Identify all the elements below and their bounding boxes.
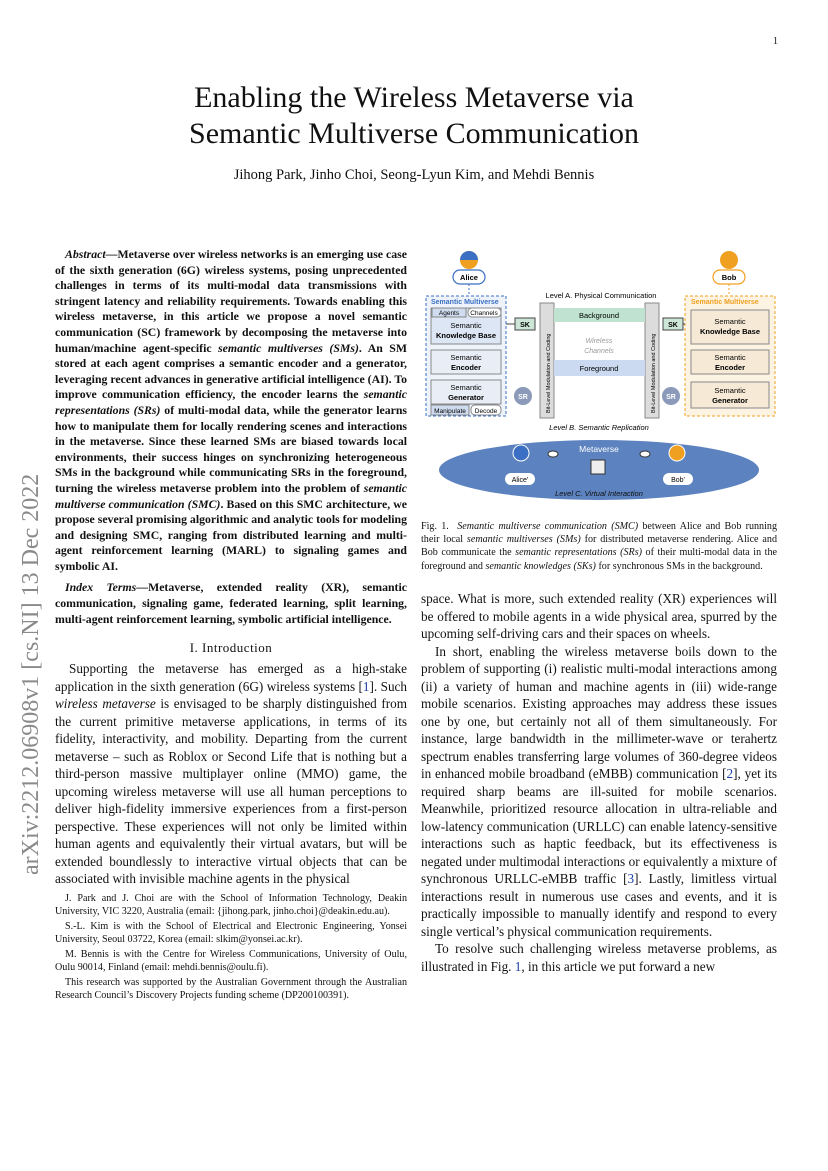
intro-paragraph xyxy=(55,660,407,888)
level-c-label: Level C. Virtual Interaction xyxy=(555,489,643,498)
bob-v-label: Bob' xyxy=(671,477,685,484)
kb-b-label2: Knowledge Base xyxy=(699,327,761,336)
body-paragraph xyxy=(421,940,777,975)
abstract-text: . Based on this SMC architecture, we propose several promising algorithmic and analytic tools for modeling and designing SMC, ranging from distributed learning and multi-agent reinforcement learning (MARL) to signaling games and symbolic AI. xyxy=(55,496,407,573)
channels-label: Channels xyxy=(470,310,498,317)
background-label: Background xyxy=(578,311,620,320)
body-text: In short, enabling the wireless metaverse boils down to the problem of supporting (i) realistic multi-modal interactions among (ii) a variety of human and machine agents in (iii) wide-range mobile scenarios. Existing approaches may address these issues one by one, but certainly not all of them simultaneously. For instance, large bandwidth in the millimeter-wave or terahertz spectrum enables transferring large volumes of 360-degree videos in enhanced mobile broadband (eMBB) communication [ xyxy=(421,643,777,781)
generator-a-label2: Generator xyxy=(448,393,484,402)
emphasis-term: wireless metaverse xyxy=(55,696,156,711)
abstract-text: . An SM stored at each agent comprises a semantic encoder and a generator, leveraging recent advances in generative artificial intelligence (AI). To improve communication efficiency, the encoder learns the xyxy=(55,340,407,402)
bitlevel-a-label: Bit-Level Modulation and Coding xyxy=(546,333,552,413)
alice-label: Alice xyxy=(460,273,478,282)
abstract xyxy=(55,247,407,633)
metaverse-label: Metaverse xyxy=(579,444,619,454)
bob-label: Bob xyxy=(721,273,737,282)
body-text: To resolve such challenging wireless metaverse problems, as illustrated in Fig. xyxy=(421,941,777,974)
title-line-2: Semantic Multiverse Communication xyxy=(189,117,639,150)
decode-label: Decode xyxy=(474,408,498,415)
bob-avatar-icon xyxy=(669,445,685,461)
caption-term: semantic multiverses (SMs) xyxy=(466,534,581,546)
footnotes xyxy=(55,892,407,1004)
section-heading xyxy=(55,640,407,656)
body-text: , in this article we put forward a new xyxy=(521,958,716,974)
citation-link[interactable]: 1 xyxy=(362,678,370,694)
abstract-term: semantic representations (SRs) xyxy=(55,387,407,417)
smc-diagram xyxy=(423,248,779,508)
cube-icon xyxy=(591,460,605,474)
caption-term: semantic knowledges (SKs) xyxy=(485,560,596,572)
abstract-paragraph: Abstract—Metaverse over wireless networks is an emerging use case of the sixth generation (6G) wireless systems, posing unprecedented challenges in terms of its multi-modal data transmissions with stringent latency and reliability requirements. Towards enabling this wireless metaverse, in this article we propose a novel semantic communication (SC) framework by decomposing the metaverse into human/machine agent-specific semantic multiverses (SMs). An SM stored at each agent comprises a semantic encoder and a generator, leveraging recent advances in generative artificial intelligence (AI). To improve communication efficiency, the encoder learns the semantic representations (SRs) of multi-modal data, while the generator learns how to manipulate them for locally rendering scenes and interactions in the metaverse. Since these learned SMs are biased towards local environments, their success hinges on synchronizing heterogeneous SMs in the background while communicating SRs in the foreground, turning the wireless metaverse problem into the problem of semantic multiverse communication (SMC). Based on this SMC architecture, we propose several promising algorithmic and analytic tools for modeling and designing SMC, ranging from distributed learning and multi-agent reinforcement learning (MARL) to signaling games and symbolic AI. xyxy=(55,247,407,573)
body-text: is envisaged to be sharply distinguished from the current primitive metaverse applications, in terms of its fidelity, interactivity, and mobility. Departing from the current metaverse – such as Roblox or Second Life that is nothing but a third-person massive multiplayer online (MMO) game, the upcoming wireless metaverse will use all human perceptions to deliver high-fidelity immersive experiences from a first-person perspective. These experiences will not only be limited within human agents and equivalently their virtual avatars, but will be extended boundlessly to interactive virtual objects that can be associated with invisible machine agents in the physical xyxy=(55,696,407,886)
bitlevel-b-label: Bit-Level Modulation and Coding xyxy=(651,333,657,413)
abstract-text: Metaverse over wireless networks is an emerging use case of the sixth generation (6G) wireless systems, posing unprecedented challenges in terms of its multi-modal data transmissions with stringent latency and reliability requirements. Towards enabling this wireless metaverse, in this article we propose a novel semantic communication (SC) framework by decomposing the metaverse into human/machine agent-specific xyxy=(55,247,407,355)
caption-text: between Alice and Bob running their local xyxy=(421,521,777,546)
generator-b-label2: Generator xyxy=(712,396,748,405)
arxiv-stamp: arXiv:2212.06908v1 [cs.NI] 13 Dec 2022 xyxy=(18,473,44,875)
sm-a-title: Semantic Multiverse xyxy=(431,299,499,306)
index-terms-label: Index Terms xyxy=(65,580,137,595)
level-b-label: Level B. Semantic Replication xyxy=(549,423,649,432)
figure-link[interactable]: 1 xyxy=(514,958,522,974)
body-paragraph xyxy=(421,643,777,941)
agents-label: Agents xyxy=(438,310,460,317)
caption-term: Semantic multiverse communication (SMC) xyxy=(457,521,639,532)
sr-b-label: SR xyxy=(666,394,676,401)
eye-icon xyxy=(640,451,650,457)
foreground-label: Foreground xyxy=(579,364,619,373)
paper-title xyxy=(0,80,828,152)
bob-head-icon xyxy=(720,251,738,269)
body-paragraph: space. What is more, such extended reality (XR) experiences will be offered to mobile agents in a wide physical area, spurred by the upcoming self-driving cars and their spaces on wheels. xyxy=(421,591,777,641)
alice-avatar-icon xyxy=(513,445,529,461)
abstract-term: semantic multiverses (SMs) xyxy=(218,340,359,355)
intro-left-column xyxy=(55,660,407,888)
title-line-1: Enabling the Wireless Metaverse via xyxy=(194,81,634,114)
sm-b-title: Semantic Multiverse xyxy=(691,299,759,306)
sr-a-label: SR xyxy=(518,394,528,401)
encoder-a-label2: Encoder xyxy=(450,363,482,372)
abstract-label: Abstract xyxy=(65,247,106,261)
encoder-a-label: Semantic xyxy=(450,353,482,362)
author-list: Jihong Park, Jinho Choi, Seong-Lyun Kim, and Mehdi Bennis xyxy=(233,167,595,183)
channels-mid-label: Channels xyxy=(584,348,614,355)
body-text: ]. Such xyxy=(369,678,407,694)
figure-caption xyxy=(421,520,777,573)
alice-v-label: Alice' xyxy=(511,477,529,484)
figure-1 xyxy=(423,248,779,508)
caption-text: for synchronous SMs in the background. xyxy=(595,560,763,572)
caption-text: of their multi-modal data in the foreground and xyxy=(421,547,777,572)
sk-b-label: SK xyxy=(668,322,678,329)
wireless-label: Wireless xyxy=(585,338,613,345)
citation-link[interactable]: 2 xyxy=(726,766,734,781)
eye-icon xyxy=(548,451,558,457)
footnote: M. Bennis is with the Centre for Wireless Communications, University of Oulu, Oulu 90014, Finland (email: mehdi.bennis@oulu.fi). xyxy=(55,949,407,973)
generator-a-label: Semantic xyxy=(450,383,482,392)
citation-link[interactable]: 3 xyxy=(627,871,635,886)
index-terms-text: Metaverse, extended reality (XR), semantic communication, signaling game, federated learning, split learning, multi-agent reinforcement learning, symbolic artificial intelligence. xyxy=(55,580,407,626)
level-a-label: Level A. Physical Communication xyxy=(545,291,657,300)
page-number: 1 xyxy=(773,36,778,47)
abstract-text: of multi-modal data, while the generator learns how to manipulate them for locally rendering scenes and interactions in the metaverse. Since these learned SMs are biased towards local environments, their success hinges on synchronizing heterogeneous SMs in the background while communicating SRs in the foreground, turning the wireless metaverse problem into the problem of xyxy=(55,402,407,495)
footnote: S.-L. Kim is with the School of Electrical and Electronic Engineering, Yonsei University, Seoul 03722, Korea (email: slkim@yonsei.ac.kr). xyxy=(55,921,407,945)
generator-b-label: Semantic xyxy=(714,386,746,395)
sk-a-label: SK xyxy=(520,322,530,329)
footnote: J. Park and J. Choi are with the School of Information Technology, Deakin University, VIC 3220, Australia (email: {jihong.park, jinho.choi}@deakin.edu.au). xyxy=(55,893,407,917)
encoder-b-label2: Encoder xyxy=(714,363,746,372)
alice-hair-icon xyxy=(460,251,478,260)
caption-term: semantic representations (SRs) xyxy=(515,547,642,559)
section-heading-text: I. Introduction xyxy=(189,640,273,655)
intro-right-column xyxy=(421,590,777,975)
caption-label: Fig. 1. xyxy=(421,521,449,532)
footnote: This research was supported by the Australian Government through the Australian Research Council’s Discovery Projects funding scheme (DP200100391). xyxy=(55,977,407,1001)
body-text: ], yet its required sharp beams are ill-suited for mobile scenarios. Meanwhile, prioritized resource allocation in ultra-reliable and low-latency communication (URLLC) can enable latency-sensitive interactions such as haptic feedback, but its effectiveness is negated under multimodal interactions or equivalently a mixture of synchronous URLLC-eMBB traffic [ xyxy=(421,766,777,886)
body-text: Supporting the metaverse has emerged as a high-stake application in the sixth generation (6G) wireless systems [ xyxy=(55,661,407,694)
abstract-term: semantic multiverse communication (SMC) xyxy=(55,480,407,511)
encoder-b-label: Semantic xyxy=(714,353,746,362)
kb-a-label2: Knowledge Base xyxy=(435,331,497,340)
caption-text: for distributed metaverse rendering. Alice and Bob communicate the xyxy=(421,534,777,559)
manipulate-label: Manipulate xyxy=(434,408,466,415)
kb-a-label: Semantic xyxy=(450,321,482,330)
body-text: ]. Lastly, limitless virtual interactions result in numerous use cases and events, and it is practically impossible to manually identify and respond to every single vertical’s physical communication requirements. xyxy=(421,871,777,939)
kb-b-label: Semantic xyxy=(714,317,746,326)
index-terms: Index Terms—Metaverse, extended reality (XR), semantic communication, signaling game, federated learning, split learning, multi-agent reinforcement learning, symbolic artificial intelligence. xyxy=(55,580,407,626)
